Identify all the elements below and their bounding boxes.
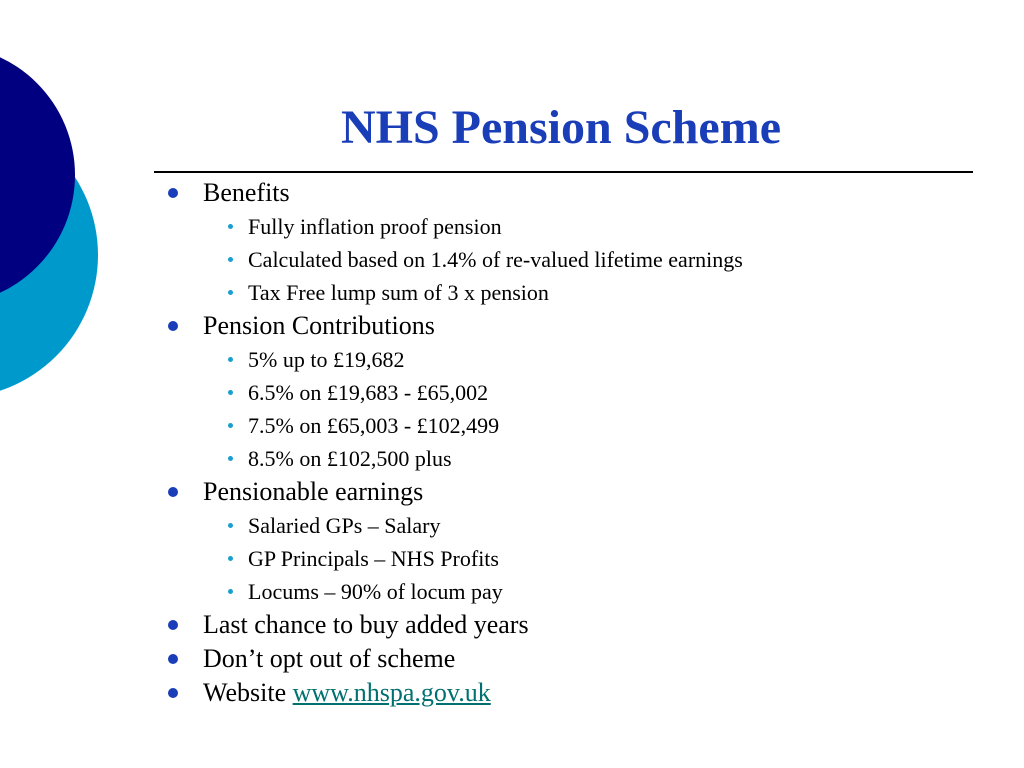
sub-list-item: [203, 442, 986, 475]
sub-item-label: Tax Free lump sum of 3 x pension: [248, 280, 549, 305]
sub-bullet-icon: [228, 423, 233, 428]
sub-item-label: GP Principals – NHS Profits: [248, 546, 499, 571]
sub-item-label: 8.5% on £102,500 plus: [248, 446, 452, 471]
title-divider: [154, 171, 973, 173]
sub-bullet-icon: [228, 257, 233, 262]
bullet-icon: [168, 620, 178, 630]
list-item-label: Don’t opt out of scheme: [203, 644, 456, 673]
sub-bullet-icon: [228, 390, 233, 395]
bullet-list: [166, 176, 986, 710]
sub-item-label: 6.5% on £19,683 - £65,002: [248, 380, 489, 405]
list-item-label: Pensionable earnings: [203, 477, 424, 506]
list-item-benefits: [166, 176, 986, 309]
list-item-website: [166, 676, 986, 710]
bullet-icon: [168, 654, 178, 664]
list-item-label: Benefits: [203, 178, 290, 207]
sub-list-item: [203, 509, 986, 542]
slide-title: NHS Pension Scheme: [340, 101, 781, 154]
sub-item-label: Locums – 90% of locum pay: [248, 579, 503, 604]
sub-item-label: 5% up to £19,682: [248, 347, 405, 372]
list-item-contributions: [166, 309, 986, 475]
list-item-label: Last chance to buy added years: [203, 610, 529, 639]
sub-bullet-icon: [228, 589, 233, 594]
website-link[interactable]: www.nhspa.gov.uk: [292, 678, 491, 707]
sub-list-item: [203, 575, 986, 608]
sub-list-item: [203, 343, 986, 376]
list-item-label: Website: [203, 678, 293, 707]
sub-list-item: [203, 243, 986, 276]
sub-list-item: [203, 376, 986, 409]
bullet-icon: [168, 188, 178, 198]
sub-item-label: Fully inflation proof pension: [248, 214, 502, 239]
sub-item-label: 7.5% on £65,003 - £102,499: [248, 413, 500, 438]
sub-list-item: [203, 542, 986, 575]
sub-list-benefits: [203, 210, 986, 309]
sub-bullet-icon: [228, 523, 233, 528]
list-item-label: Pension Contributions: [203, 311, 435, 340]
list-item-opt-out: [166, 642, 986, 676]
sub-bullet-icon: [228, 224, 233, 229]
sub-list-earnings: [203, 509, 986, 608]
list-item-added-years: [166, 608, 986, 642]
sub-bullet-icon: [228, 556, 233, 561]
sub-list-item: [203, 409, 986, 442]
sub-bullet-icon: [228, 357, 233, 362]
list-item-earnings: [166, 475, 986, 608]
decorative-circles: [0, 0, 110, 400]
sub-list-item: [203, 210, 986, 243]
bullet-icon: [168, 688, 178, 698]
sub-item-label: Calculated based on 1.4% of re-valued lifetime earnings: [248, 247, 743, 272]
bullet-icon: [168, 321, 178, 331]
sub-list-item: [203, 276, 986, 309]
bullet-icon: [168, 487, 178, 497]
sub-item-label: Salaried GPs – Salary: [248, 513, 441, 538]
sub-list-contributions: [203, 343, 986, 475]
sub-bullet-icon: [228, 290, 233, 295]
sub-bullet-icon: [228, 456, 233, 461]
